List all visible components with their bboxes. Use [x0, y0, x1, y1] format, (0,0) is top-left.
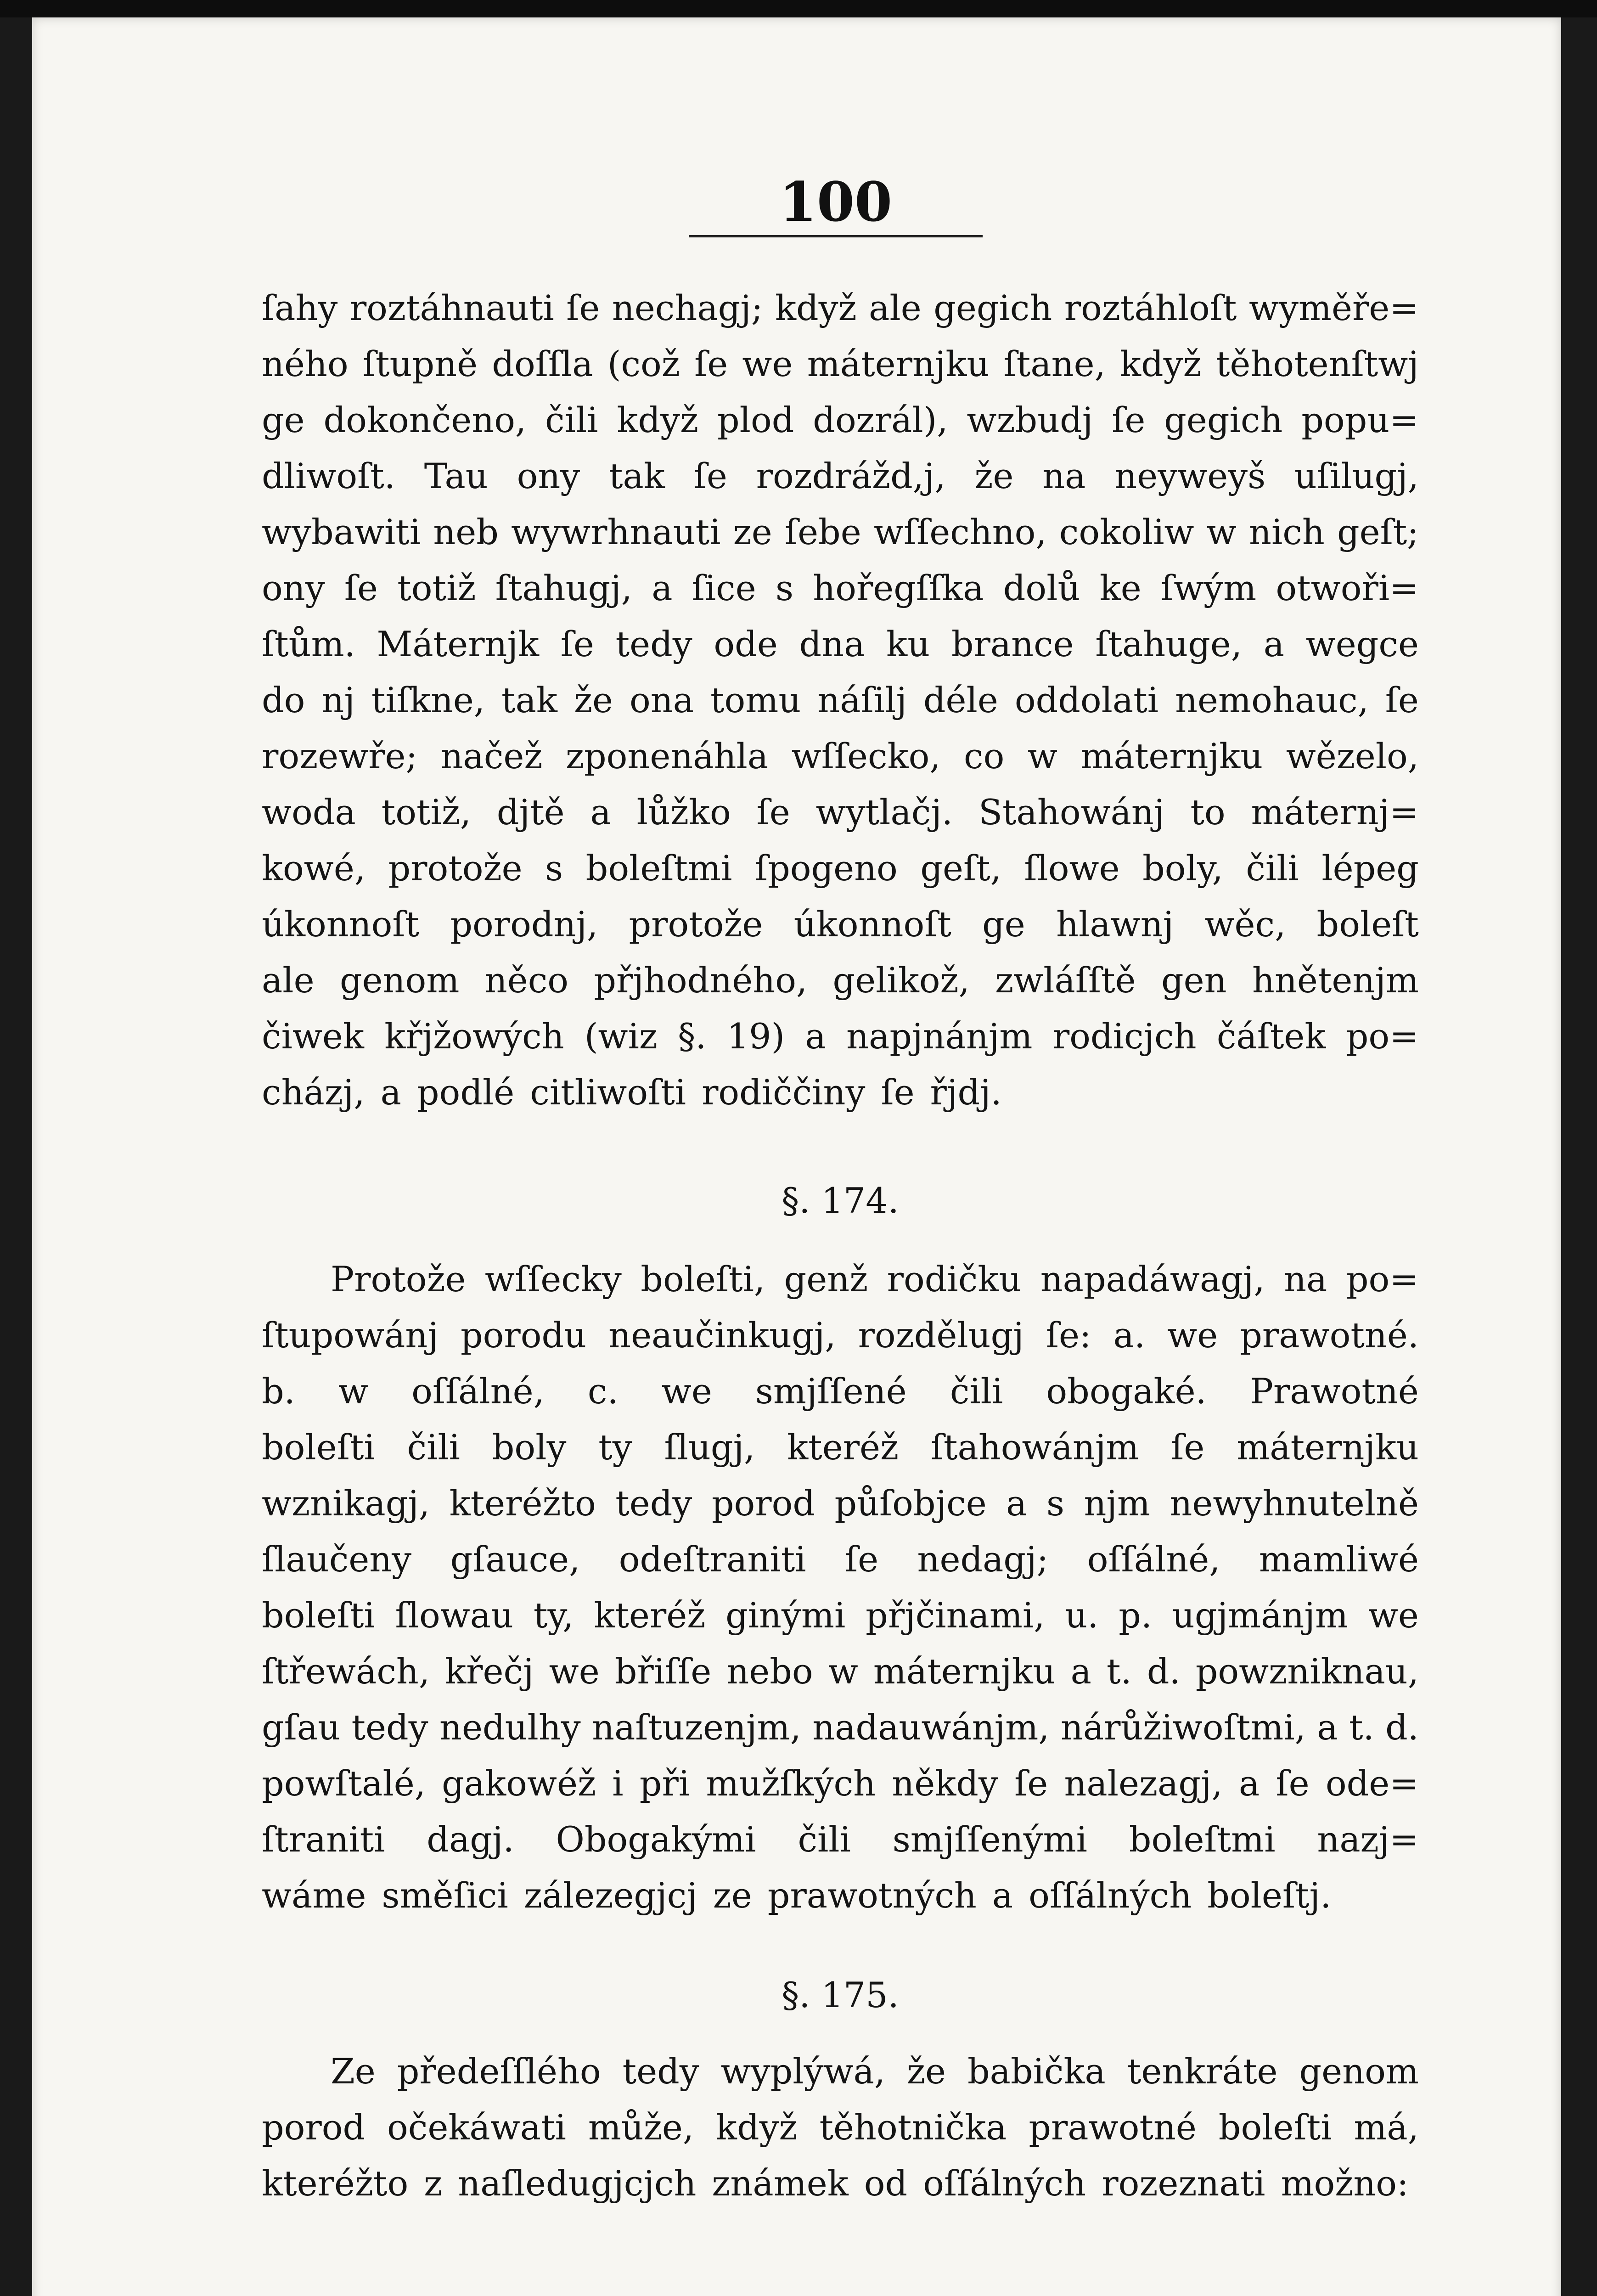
text-line: ſlaučeny gſauce, odeſtraniti ſe nedagj; oſſálné, mamliwé [262, 1539, 1419, 1580]
section-heading-175: §. 175. [782, 1975, 899, 2015]
text-line: ſtřewách, křečj we břiſſe nebo w máternjku a t. d. powzniknau, [262, 1651, 1419, 1692]
header-rule [689, 235, 983, 237]
section-heading-174: §. 174. [782, 1180, 899, 1221]
text-line: ſtům. Máternjk ſe tedy ode dna ku brance ſtahuge, a wegce [262, 624, 1419, 664]
text-line: Ze předeſſlého tedy wyplýwá, že babička tenkráte genom [331, 2051, 1419, 2092]
text-line: Protože wſſecky boleſti, genž rodičku napadáwagj, na po= [331, 1259, 1419, 1300]
text-line: gſau tedy nedulhy naſtuzenjm, nadauwánjm, nárůžiwoſtmi, a t. d. [262, 1707, 1419, 1748]
text-line: ge dokončeno, čili když plod dozrál), wzbudj ſe gegich popu= [262, 400, 1419, 440]
text-line: cházj, a podlé citliwoſti rodiččiny ſe řjdj. [262, 1072, 1002, 1113]
section-175-body [262, 2043, 1419, 2212]
text-line: úkonnoſt porodnj, protože úkonnoſt ge hlawnj wěc, boleſt [262, 904, 1419, 945]
text-line: porod očekáwati může, když těhotnička prawotné boleſti má, [262, 2107, 1419, 2148]
text-line: wybawiti neb wywrhnauti ze ſebe wſſechno, cokoliw w nich geſt; [262, 512, 1419, 552]
text-line: kowé, protože s boleſtmi ſpogeno geſt, ſlowe boly, čili lépeg [262, 848, 1419, 889]
text-line: čiwek křjžowých (wiz §. 19) a napjnánjm rodicjch čáſtek po= [262, 1016, 1419, 1057]
text-line: wznikagj, kteréžto tedy porod půſobjce a s njm newyhnutelně [262, 1483, 1419, 1524]
text-line: b. w oſſálné, c. we smjſſené čili obogaké. Prawotné [262, 1371, 1419, 1412]
text-line: dliwoſt. Tau ony tak ſe rozdrážd,j, že na neyweyš uſilugj, [262, 456, 1419, 496]
text-line: woda totiž, djtě a lůžko ſe wytlačj. Stahowánj to máternj= [262, 792, 1419, 833]
text-line: ného ſtupně doſſla (což ſe we máternjku ſtane, když těhotenſtwj [262, 343, 1419, 384]
text-line: boleſti ſlowau ty, kteréž ginými přjčinami, u. p. ugjmánjm we [262, 1595, 1419, 1636]
section-174-body [262, 1251, 1419, 1924]
page-number: 100 [779, 170, 893, 234]
scan-border-top [0, 0, 1597, 17]
text-line: powſtalé, gakowéž i při mužſkých někdy ſe nalezagj, a ſe ode= [262, 1763, 1419, 1804]
text-line: rozewře; načež zponenáhla wſſecko, co w máternjku wězelo, [262, 736, 1419, 777]
text-line: wáme směſici zálezegjcj ze prawotných a oſſálných boleſtj. [262, 1875, 1332, 1916]
paragraph-continuation [262, 280, 1419, 1120]
text-line: do nj tiſkne, tak že ona tomu náſilj déle oddolati nemohauc, ſe [262, 680, 1419, 720]
text-line: ſahy roztáhnauti ſe nechagj; když ale gegich roztáhloſt wyměře= [262, 287, 1419, 328]
text-line: ale genom něco přjhodného, gelikož, zwláſſtě gen hnětenjm [262, 960, 1419, 1001]
text-line: ſtraniti dagj. Obogakými čili smjſſenými boleſtmi nazj= [262, 1819, 1419, 1860]
text-line: kteréžto z naſledugjcjch známek od oſſálných rozeznati možno: [262, 2163, 1409, 2204]
text-line: ſtupowánj porodu neaučinkugj, rozdělugj ſe: a. we prawotné. [262, 1315, 1419, 1356]
text-line: ony ſe totiž ſtahugj, a ſice s hořegſſka dolů ke ſwým otwoři= [262, 568, 1419, 608]
text-line: boleſti čili boly ty ſlugj, kteréž ſtahowánjm ſe máternjku [262, 1427, 1419, 1468]
